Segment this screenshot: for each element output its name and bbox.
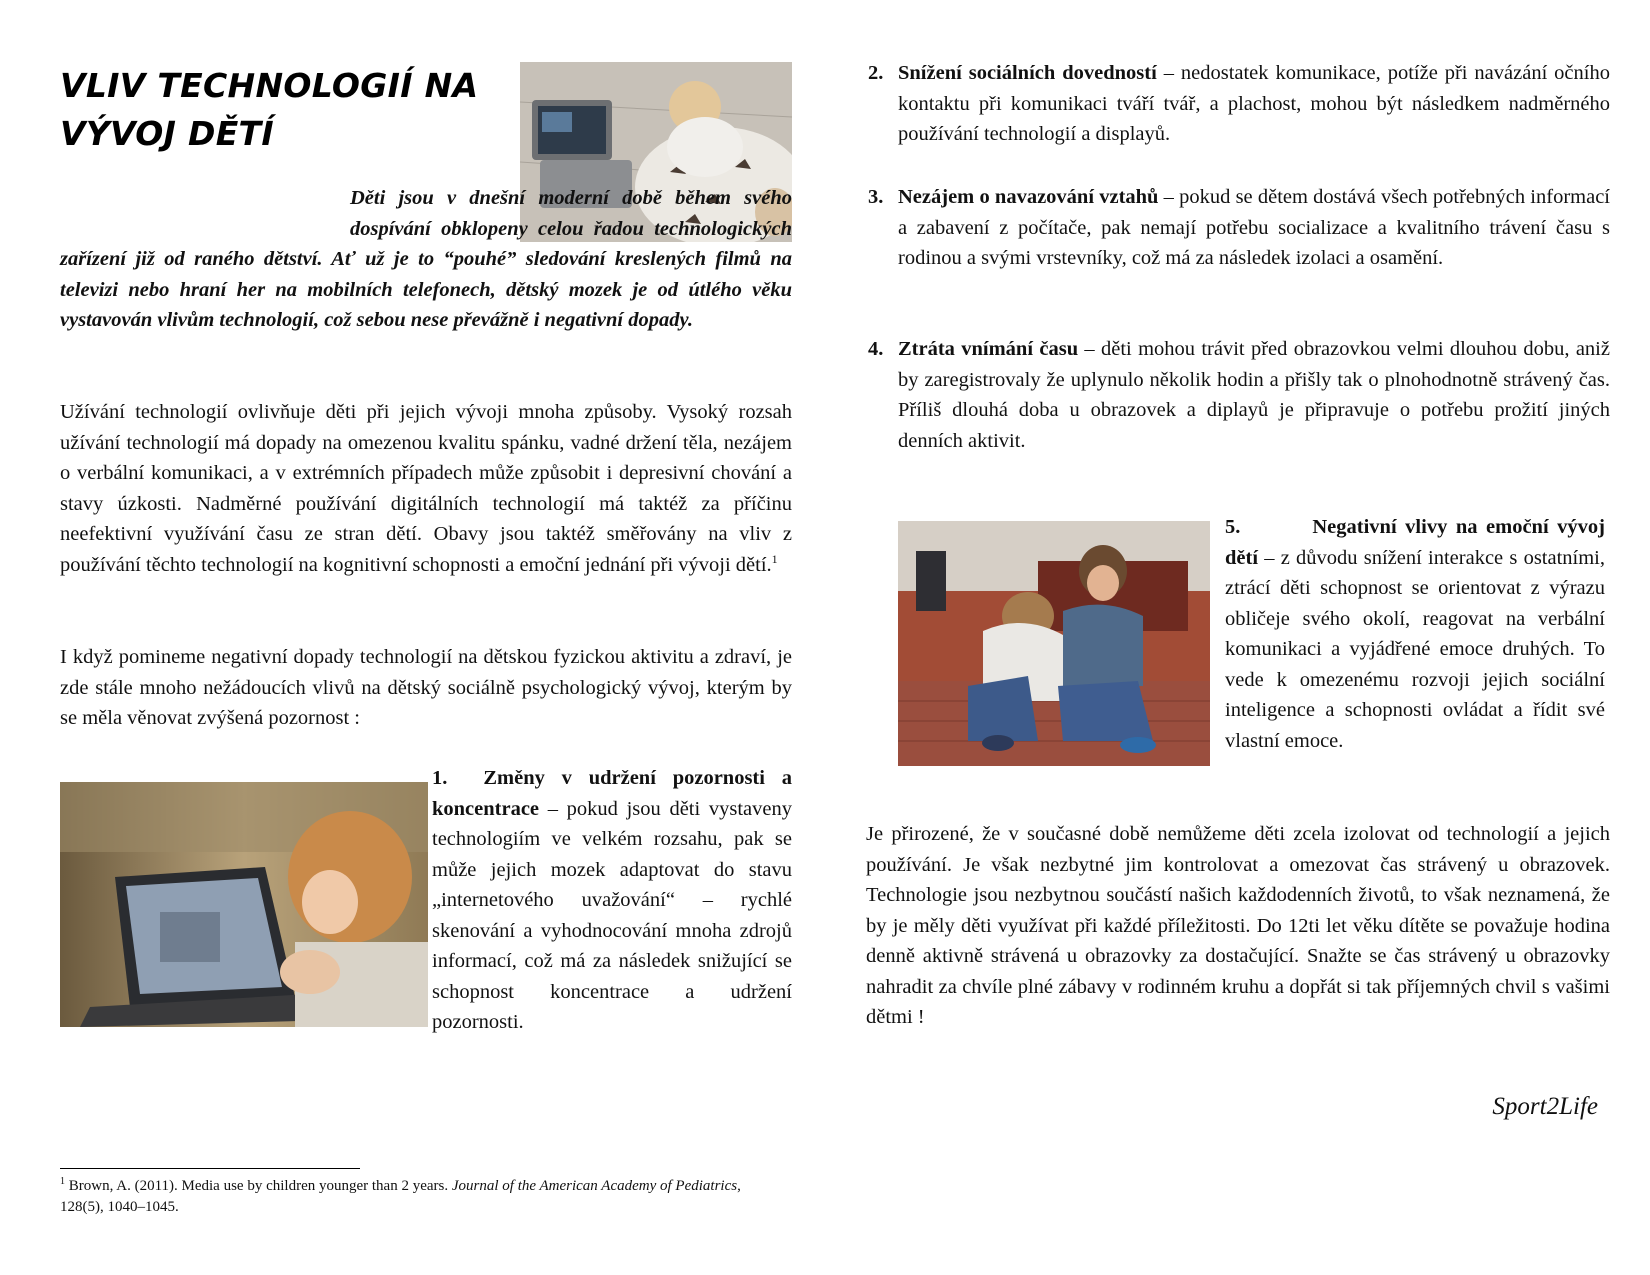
intro-paragraph: Děti jsou v dnešní moderní době během svého dospívání obklopeny celou řadou technologických zařízení již od raného dětství. Ať už je to “pouhé” sledování kreslených filmů na televizi nebo hraní her na mobilních telefonech, dětský mozek je od útlého věku vystavován vlivům technologií, což sebou nese převážně i negativní dopady.	[60, 187, 792, 331]
footnote-ref[interactable]: 1	[771, 551, 778, 566]
page-title: VLIV TECHNOLOGIÍ NA VÝVOJ DĚTÍ	[60, 66, 479, 153]
signature: Sport2Life	[1492, 1093, 1598, 1120]
body-paragraph-1: Užívání technologií ovlivňuje děti při jejich vývoji mnoha způsoby. Vysoký rozsah užívání technologií má dopady na omezenou kvalitu spánku, vadné držení těla, nezájem o verbální komunikaci, a v extrémních případech může způsobit i depresivní chování a stavy úzkosti. Nadměrné používání digitálních technologií má taktéž za příčinu neefektivní využívání času ze stran dětí. Obavy jsou taktéž směřovány na vliv z používání těchto technologií na kognitivní schopnosti a emoční jednání při vývoji dětí.$^1$	[60, 401, 792, 576]
conclusion-paragraph: Je přirozené, že v současné době nemůžeme děti zcela izolovat od technologií a jejich používání. Je však nezbytné jim kontrolovat a omezovat čas strávený u obrazovek. Technologie jsou nezbytnou součástí našich každodenních životů, to však neznamená, že by je měly děti využívat při každé příležitosti. Do 12ti let věku dítěte se považuje hodina denně aktivně strávená u obrazovky za dostačující. Snažte se čas strávený u obrazovky nahradit za chvíle plné zábavy v rodinném kruhu a dopřát si tak příjemných chvil s vašimi dětmi !	[866, 823, 1610, 1028]
list-item-1: 1. Změny v udržení pozornosti a koncentrace – pokud jsou děti vystaveny technologiím ve velkém rozsahu, pak se může jejich mozek adaptovat do stavu „internetového uvažování“ – rychlé skenování a vyhodnocování mnoha zdrojů informací, což má za následek snižující se schopnost koncentrace a udržení pozornosti.	[432, 767, 792, 1033]
list-item-5: 5. Negativní vlivy na emoční vývoj dětí – z důvodu snížení interakce s ostatními, ztrácí děti schopnost se orientovat z výrazu obličeje svého okolí, reagovat na verbální komunikaci a vyjádřené emoce druhých. To vede k omezenému rozvoji jejich sociální inteligence a schopnosti ovládat a řídit své vlastní emoce.	[1225, 516, 1605, 752]
list-item-1-heading: Změny v udržení pozornosti a koncentrace	[432, 767, 792, 820]
footnote-divider	[60, 1168, 360, 1169]
body-paragraph-2: I když pomineme negativní dopady technologií na dětskou fyzickou aktivitu a zdraví, je zde stále mnoho nežádoucích vlivů na dětský sociálně psychologický vývoj, kterým by se měla věnovat zvýšená pozornost :	[60, 646, 792, 729]
footnote: $^1$ Brown, A. (2011). Media use by children younger than 2 years. Journal of the American Academy of Pediatrics, 128(5), 1040–1045.	[60, 1176, 741, 1215]
boy-at-laptop-photo	[60, 782, 428, 1027]
list-item-4: 4. Ztráta vnímání času – děti mohou trávit před obrazovkou velmi dlouhou dobu, aniž by zaregistrovaly že uplynulo několik hodin a přišly tak o plnohodnotně strávený čas. Příliš dlouhá doba u obrazovek a diplayů je připravuje o potřebu prožití jiných denních aktivit.	[868, 338, 1610, 452]
list-item-3: 3. Nezájem o navazování vztahů – pokud se dětem dostává všech potřebných informací a zabavení z počítače, pak nemají potřebu socializace a kvalitního trávení času s rodinou a svými vrstevníky, což má za následek izolaci a osamění.	[868, 186, 1610, 269]
list-item-2: 2. Snížení sociálních dovedností – nedostatek komunikace, potíže při navázání očního kontaktu při komunikaci tváří tvář, a plachost, mohou být následkem nadměrného používání technologií a displayů.	[868, 62, 1610, 145]
list-item-1-number: 1.	[432, 767, 448, 789]
boys-with-phones-photo	[898, 521, 1210, 766]
